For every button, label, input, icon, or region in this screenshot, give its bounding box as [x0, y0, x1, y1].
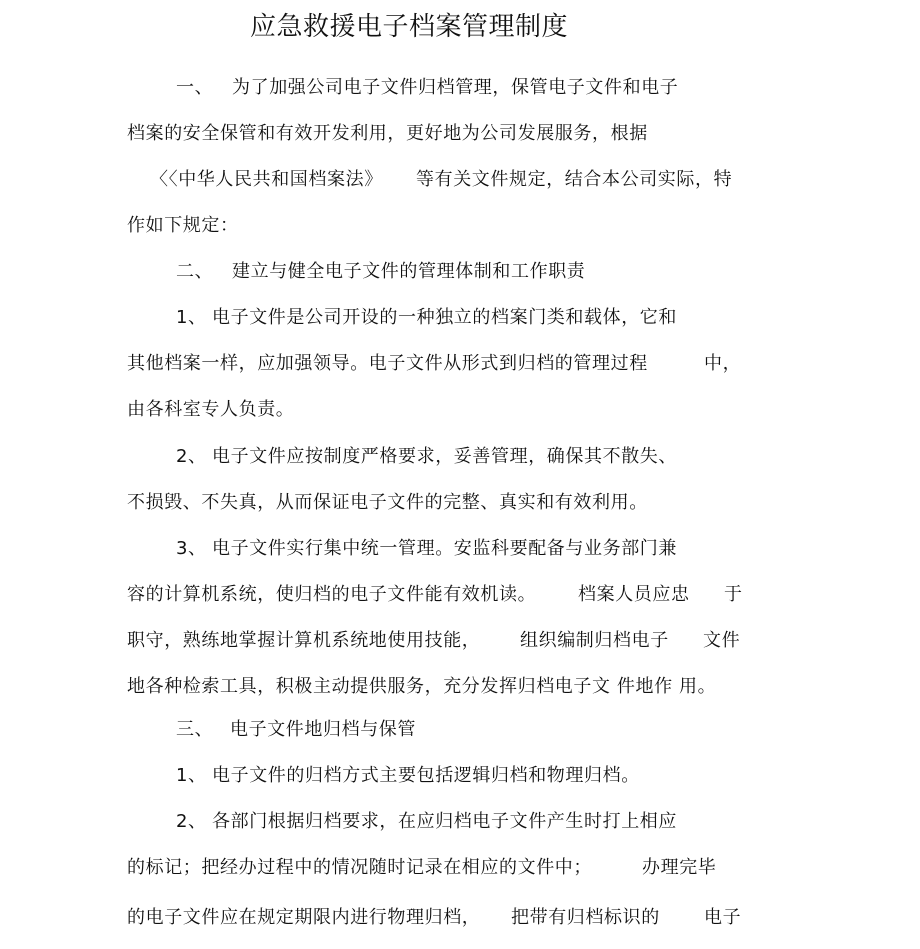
- section-2-item-1-line-2: 其他档案一样，应加强领导。电子文件从形式到归档的管理过程: [127, 353, 648, 374]
- section-2-item-3-line-2c: 于: [724, 584, 743, 605]
- section-2-item-2-number: 2、: [176, 446, 207, 467]
- section-3-item-2-line-2a: 的标记；把经办过程中的情况随时记录在相应的文件中；: [127, 857, 592, 878]
- section-3-item-1-line-1: 电子文件的归档方式主要包括逻辑归档和物理归档。: [212, 765, 640, 786]
- section-2-item-3-line-1: 电子文件实行集中统一管理。安监科要配备与业务部门兼: [212, 538, 677, 559]
- section-1-line-2: 档案的安全保管和有效开发利用，更好地为公司发展服务，根据: [127, 123, 648, 144]
- section-3-item-2-line-3c: 电子: [704, 907, 742, 928]
- section-2-item-3-line-4: 地各种检索工具，积极主动提供服务，充分发挥归档电子文 件地作 用。: [127, 676, 717, 697]
- section-2-item-1-line-3: 由各科室专人负责。: [127, 399, 295, 420]
- section-2-item-3-line-3c: 文件: [703, 630, 741, 651]
- section-3-item-2-number: 2、: [176, 811, 207, 832]
- section-2-item-1-line-2b: 中，: [704, 353, 742, 374]
- section-3-item-2-line-3b: 把带有归档标识的: [511, 907, 660, 928]
- section-2-item-2-line-1: 电子文件应按制度严格要求，妥善管理，确保其不散失、: [212, 446, 677, 467]
- section-1-line-1: 为了加强公司电子文件归档管理，保管电子文件和电子: [232, 77, 679, 98]
- section-2-item-1-number: 1、: [176, 307, 207, 328]
- section-2-item-2-line-2: 不损毁、不失真，从而保证电子文件的完整、真实和有效利用。: [127, 492, 648, 513]
- section-3-heading: 电子文件地归档与保管: [230, 719, 416, 740]
- section-3-item-1-number: 1、: [176, 765, 207, 786]
- section-1-line-3a: 〈〈中华人民共和国档案法》: [150, 169, 383, 190]
- document-title: 应急救援电子档案管理制度: [250, 12, 569, 42]
- section-1-line-4: 作如下规定：: [127, 215, 239, 236]
- section-3-item-2-line-1: 各部门根据归档要求，在应归档电子文件产生时打上相应: [212, 811, 677, 832]
- section-2-heading: 建立与健全电子文件的管理体制和工作职责: [232, 261, 586, 282]
- section-2-item-3-line-3a: 职守，熟练地掌握计算机系统地使用技能，: [127, 630, 481, 651]
- section-2-number: 二、: [176, 261, 214, 282]
- section-2-item-1-line-1: 电子文件是公司开设的一种独立的档案门类和载体，它和: [212, 307, 677, 328]
- section-3-number: 三、: [176, 719, 214, 740]
- section-2-item-3-line-3b: 组织编制归档电子: [520, 630, 669, 651]
- section-3-item-2-line-2b: 办理完毕: [642, 857, 717, 878]
- section-1-line-3b: 等有关文件规定，结合本公司实际，特: [416, 169, 733, 190]
- section-2-item-3-line-2a: 容的计算机系统，使归档的电子文件能有效机读。: [127, 584, 537, 605]
- section-2-item-3-line-2b: 档案人员应忠: [578, 584, 690, 605]
- section-2-item-3-number: 3、: [176, 538, 207, 559]
- section-1-number: 一、: [176, 77, 214, 98]
- section-3-item-2-line-3a: 的电子文件应在规定期限内进行物理归档，: [127, 907, 481, 928]
